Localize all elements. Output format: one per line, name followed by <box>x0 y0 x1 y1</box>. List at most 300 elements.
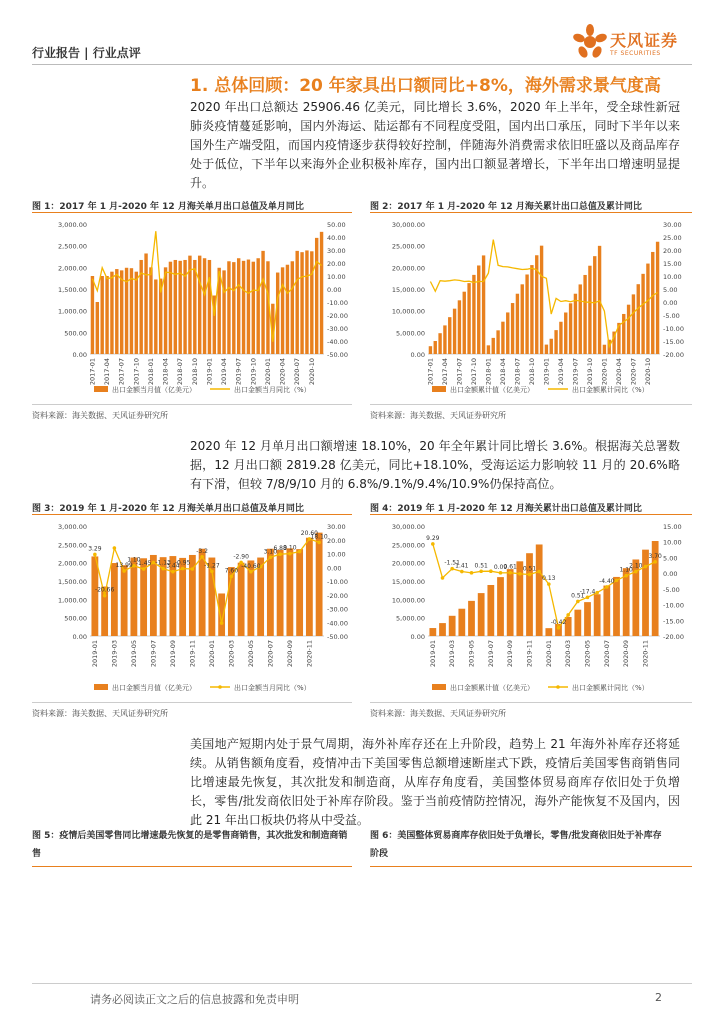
legend-line-marker <box>556 685 560 689</box>
bar <box>463 292 466 354</box>
line-point <box>441 576 445 580</box>
bar <box>627 305 630 354</box>
bar <box>227 261 230 354</box>
bar <box>439 623 446 636</box>
y-right-tick-label: -10.00 <box>663 325 684 333</box>
bar <box>656 242 659 354</box>
figure-3-chart <box>32 518 352 700</box>
line-series <box>433 544 655 628</box>
line-point <box>499 571 503 575</box>
line-point <box>181 567 185 571</box>
bar <box>222 270 225 354</box>
y-left-tick-label: 1,000.00 <box>58 307 87 316</box>
bar <box>135 272 138 354</box>
bar <box>144 253 147 354</box>
x-tick-label: 2017-01 <box>426 358 435 386</box>
bar <box>642 550 649 636</box>
bar <box>594 594 601 636</box>
x-tick-label: 2019-05 <box>467 640 476 668</box>
line-point <box>113 546 117 550</box>
bar <box>449 616 456 636</box>
bar <box>453 309 456 354</box>
legend-line-label: 出口金额当月同比（%） <box>234 386 311 394</box>
y-right-tick-label: -10.00 <box>327 578 348 586</box>
line-point <box>528 573 532 577</box>
bar <box>429 346 432 354</box>
x-tick-label: 2019-10 <box>585 358 594 386</box>
x-tick-label: 2020-07 <box>602 640 611 668</box>
figure-2-bottomline <box>370 404 692 405</box>
legend-bar-swatch <box>94 684 108 690</box>
y-right-tick-label: -20.00 <box>327 591 348 600</box>
y-right-tick-label: -15.00 <box>663 338 684 346</box>
bar <box>497 577 504 636</box>
data-label: 9.29 <box>426 534 440 542</box>
footer-disclaimer: 请务必阅读正文之后的信息披露和免责申明 <box>90 993 299 1006</box>
x-tick-label: 2020-01 <box>600 358 609 386</box>
x-tick-label: 2020-04 <box>278 358 287 386</box>
figure-2-source: 资料来源：海关数据、天风证券研究所 <box>370 411 506 420</box>
line-point <box>298 550 302 554</box>
y-right-tick-label: -50.00 <box>327 633 348 641</box>
bar <box>310 251 313 354</box>
line-point <box>142 567 146 571</box>
line-point <box>171 570 175 574</box>
bar <box>501 322 504 354</box>
bar <box>622 314 625 354</box>
bar <box>237 258 240 354</box>
bar <box>554 330 557 354</box>
y-right-tick-label: 20.00 <box>327 260 346 268</box>
bar <box>438 333 441 354</box>
line-point <box>595 591 599 595</box>
x-tick-label: 2020-04 <box>614 358 623 386</box>
x-tick-label: 2020-03 <box>564 640 573 668</box>
x-tick-label: 2019-01 <box>542 358 551 386</box>
x-tick-label: 2020-07 <box>266 640 275 668</box>
bar <box>277 550 284 636</box>
bar <box>238 563 245 636</box>
figure-3-topline <box>32 514 352 515</box>
y-right-tick-label: 0.00 <box>663 570 678 579</box>
line-point <box>644 565 648 569</box>
figure-1-title: 图 1：2017 年 1 月-2020 年 12 月海关单月出口总值及单月同比 <box>32 202 304 212</box>
bar <box>315 238 318 354</box>
line-point <box>288 552 292 556</box>
bar <box>169 262 172 354</box>
bar <box>641 274 644 354</box>
x-tick-label: 2017-07 <box>455 358 464 386</box>
line-point <box>249 570 253 574</box>
figure-4-chart <box>370 518 692 700</box>
bar <box>477 265 480 354</box>
data-label: 1.10 <box>127 556 141 564</box>
data-label: -3.2 <box>196 547 208 555</box>
x-tick-label: 2020-10 <box>307 358 316 386</box>
y-right-tick-label: 50.00 <box>327 221 346 229</box>
chart-3-svg <box>32 518 352 700</box>
y-left-tick-label: 2,500.00 <box>58 242 87 251</box>
line-point <box>191 567 195 571</box>
y-right-tick-label: -40.00 <box>327 619 348 628</box>
page-number: 2 <box>655 991 662 1004</box>
figure-3-bottomline <box>32 702 352 703</box>
line-point <box>653 560 657 564</box>
bar <box>306 538 313 636</box>
line-point <box>103 594 107 598</box>
y-right-tick-label: 5.00 <box>663 554 678 563</box>
bar <box>525 274 528 354</box>
y-right-tick-label: 10.00 <box>663 538 682 547</box>
y-left-tick-label: 500.00 <box>64 614 87 623</box>
bar <box>300 252 303 354</box>
y-left-tick-label: 2,000.00 <box>58 264 87 273</box>
y-left-tick-label: 0.00 <box>72 351 87 359</box>
bar <box>286 548 293 636</box>
x-tick-label: 2020-01 <box>544 640 553 668</box>
y-left-tick-label: 2,500.00 <box>58 541 87 550</box>
bar <box>536 544 543 636</box>
figure-2-topline <box>370 212 692 213</box>
bar <box>281 267 284 354</box>
data-label: -1.45 <box>135 560 152 568</box>
y-right-tick-label: 10.00 <box>327 273 346 281</box>
y-left-tick-label: 15,000.00 <box>391 578 425 586</box>
legend-bar-swatch <box>432 386 446 392</box>
x-tick-label: 2017-04 <box>440 358 449 386</box>
figure-4-title: 图 4：2019 年 1 月-2020 年 12 月海关累计出口总值及累计同比 <box>370 504 642 514</box>
line-point <box>122 569 126 573</box>
bar <box>613 577 620 636</box>
y-right-tick-label: -20.00 <box>663 633 684 641</box>
data-label: 0.51 <box>571 592 585 600</box>
y-right-tick-label: -40.00 <box>327 338 348 346</box>
data-label: -20.66 <box>94 586 115 594</box>
figure-1-topline <box>32 212 352 213</box>
paragraph-3: 美国地产短期内处于景气周期，海外补库存还在上升阶段，趋势上 21 年海外补库存还将延续。从销售额角度看，疫情冲击下美国零售总额增速断崖式下跌，疫情后美国零售商销售同比增速最先恢复，其次批发和制造商，从库存角度看，美国整体贸易商库存依旧处于负增长，零售/批发商依旧处于补库存阶段。鉴于当前疫情防控情况，海外产能恢复不及国内，因此 21 年出口板块仍将从中受益。 <box>190 737 680 827</box>
y-left-tick-label: 500.00 <box>64 329 87 338</box>
y-left-tick-label: 20,000.00 <box>391 264 425 273</box>
bar <box>121 565 128 636</box>
y-right-tick-label: -15.00 <box>663 617 684 626</box>
x-tick-label: 2017-10 <box>469 358 478 386</box>
x-tick-label: 2019-03 <box>110 640 119 668</box>
bar <box>550 339 553 354</box>
line-point <box>605 585 609 589</box>
legend-line-label: 出口金额累计同比（%） <box>572 386 649 394</box>
footer-divider <box>32 983 692 984</box>
y-right-tick-label: 0.00 <box>663 299 678 307</box>
x-tick-label: 2018-01 <box>484 358 493 386</box>
bar <box>540 246 543 354</box>
bar <box>130 558 137 636</box>
x-tick-label: 2020-09 <box>622 640 631 668</box>
bar <box>150 555 157 636</box>
y-right-tick-label: 30.00 <box>663 221 682 229</box>
report-category: 行业报告 | 行业点评 <box>32 46 141 60</box>
x-tick-label: 2020-05 <box>583 640 592 668</box>
data-label: 6.88 <box>273 545 287 553</box>
bar <box>574 610 581 636</box>
bar <box>208 260 211 354</box>
line-point <box>450 567 454 571</box>
y-left-tick-label: 1,500.00 <box>58 578 87 586</box>
figure-4-source: 资料来源：海关数据、天风证券研究所 <box>370 709 506 718</box>
data-label: -1.27 <box>204 562 220 570</box>
data-label: 1.10 <box>619 566 633 574</box>
y-right-tick-label: -20.00 <box>663 351 684 359</box>
legend-line-marker <box>218 685 222 689</box>
x-tick-label: 2020-07 <box>629 358 638 386</box>
bar <box>646 264 649 354</box>
data-label: 2.10 <box>629 562 643 570</box>
x-tick-label: 2018-10 <box>190 358 199 386</box>
bar <box>286 265 289 354</box>
bar <box>149 267 152 354</box>
bar <box>487 345 490 354</box>
data-label: 18.10 <box>310 533 328 541</box>
line-point <box>317 541 321 545</box>
figure-1-bottomline <box>32 404 352 405</box>
data-label: -40.60 <box>241 562 261 570</box>
chart-2-svg <box>370 216 692 402</box>
legend-bar-swatch <box>432 684 446 690</box>
line-point <box>200 555 204 559</box>
x-tick-label: 2017-10 <box>132 358 141 386</box>
data-label: 3.70 <box>648 552 662 560</box>
data-label: 13.99 <box>115 561 133 569</box>
bar <box>496 330 499 354</box>
y-left-tick-label: 30,000.00 <box>391 523 425 531</box>
bar <box>110 272 113 354</box>
x-tick-label: 2017-04 <box>103 358 112 386</box>
y-left-tick-label: 10,000.00 <box>391 596 425 605</box>
bar <box>154 279 157 354</box>
line-point <box>547 582 551 586</box>
y-left-tick-label: 30,000.00 <box>391 221 425 229</box>
data-label: -17.4 <box>579 588 596 596</box>
figure-2-chart <box>370 216 692 402</box>
y-left-tick-label: 0.00 <box>410 633 425 641</box>
bar <box>603 586 610 636</box>
data-label: 0.09 <box>493 563 508 571</box>
x-tick-label: 2019-07 <box>486 640 495 668</box>
x-tick-label: 2019-11 <box>525 640 534 668</box>
bar <box>584 602 591 636</box>
paragraph-2: 2020 年 12 月单月出口额增速 18.10%，20 年全年累计同比增长 3.6%。根据海关总署数据，12 月出口额 2819.28 亿美元，同比+18.10%，受海运运力影响较 11 月的 20.6%略有下滑，但较 7/8/9/10 月的 6.8%/9.1%/9.4%/10.9%仍保持高位。 <box>190 439 680 491</box>
x-tick-label: 2019-09 <box>168 640 177 668</box>
x-tick-label: 2019-01 <box>205 358 214 386</box>
bar <box>242 261 245 354</box>
figure-3-source: 资料来源：海关数据、天风证券研究所 <box>32 709 168 718</box>
bar <box>637 284 640 354</box>
line-point <box>220 621 224 625</box>
bar <box>492 338 495 354</box>
x-tick-label: 2020-05 <box>246 640 255 668</box>
y-right-tick-label: 20.00 <box>663 247 682 255</box>
y-right-tick-label: 30.00 <box>327 523 346 531</box>
line-point <box>634 570 638 574</box>
x-tick-label: 2020-01 <box>207 640 216 668</box>
x-tick-label: 2019-10 <box>249 358 258 386</box>
bar <box>458 609 465 636</box>
bar <box>296 549 303 636</box>
legend-bar-label: 出口金额当月值（亿美元） <box>112 684 196 692</box>
line-point <box>566 613 570 617</box>
y-right-tick-label: 25.00 <box>663 234 682 242</box>
figure-4-topline <box>370 514 692 515</box>
y-right-tick-label: -5.00 <box>663 312 680 320</box>
legend-bar-label: 出口金额当月值（亿美元） <box>112 386 196 394</box>
line-point <box>586 596 590 600</box>
y-right-tick-label: -30.00 <box>327 605 348 614</box>
x-tick-label: 2019-03 <box>448 640 457 668</box>
legend-line-label: 出口金额当月同比（%） <box>234 684 311 692</box>
line-point <box>210 570 214 574</box>
x-tick-label: 2020-03 <box>227 640 236 668</box>
x-tick-label: 2019-04 <box>556 358 565 386</box>
bar <box>598 246 601 354</box>
logo-text-cn: 天风证券 <box>610 31 679 50</box>
y-right-tick-label: 15.00 <box>663 523 682 531</box>
figure-6-topline <box>370 866 692 867</box>
figure-6-title: 图 6：美国整体贸易商库存依旧处于负增长，零售/批发商依旧处于补库存阶段 <box>370 831 662 859</box>
figure-5-topline <box>32 866 352 867</box>
data-label: 20.60 <box>300 529 318 537</box>
bar <box>115 269 118 354</box>
y-right-tick-label: -10.00 <box>327 299 348 307</box>
line-point <box>230 575 234 579</box>
bar <box>91 556 98 636</box>
x-tick-label: 2020-11 <box>305 640 314 668</box>
x-tick-label: 2019-07 <box>149 640 158 668</box>
x-tick-label: 2018-04 <box>161 358 170 386</box>
x-tick-label: 2019-01 <box>90 640 99 668</box>
x-tick-label: 2020-01 <box>263 358 272 386</box>
legend-line-label: 出口金额累计同比（%） <box>572 684 649 692</box>
bar <box>603 345 606 354</box>
bar <box>623 568 630 636</box>
x-tick-label: 2018-07 <box>513 358 522 386</box>
bar <box>164 267 167 354</box>
y-left-tick-label: 0.00 <box>72 633 87 641</box>
x-tick-label: 2018-07 <box>176 358 185 386</box>
x-tick-label: 2020-10 <box>643 358 652 386</box>
bar <box>91 276 94 354</box>
data-label: -2.90 <box>233 553 249 561</box>
bar <box>583 275 586 354</box>
bar <box>232 262 235 354</box>
data-label: -0.95 <box>174 559 191 567</box>
bar <box>96 302 99 354</box>
y-left-tick-label: 25,000.00 <box>391 242 425 251</box>
bar <box>291 261 294 354</box>
figure-1-chart <box>32 216 352 402</box>
line-point <box>615 579 619 583</box>
bar <box>443 325 446 354</box>
x-tick-label: 2017-01 <box>88 358 97 386</box>
line-point <box>278 552 282 556</box>
line-point <box>508 571 512 575</box>
y-left-tick-label: 1,500.00 <box>58 286 87 294</box>
bar <box>516 294 519 354</box>
y-right-tick-label: 30.00 <box>327 247 346 255</box>
y-right-tick-label: 0.00 <box>327 286 342 294</box>
bar <box>448 317 451 354</box>
data-label: 3.29 <box>88 545 102 553</box>
bar <box>506 312 509 354</box>
y-right-tick-label: -5.00 <box>663 585 680 594</box>
y-left-tick-label: 15,000.00 <box>391 286 425 294</box>
bar <box>478 593 485 636</box>
line-point <box>161 567 165 571</box>
data-label: 1.41 <box>455 562 469 570</box>
x-tick-label: 2020-11 <box>641 640 650 668</box>
bar <box>120 270 123 354</box>
bar <box>593 256 596 354</box>
y-left-tick-label: 0.00 <box>410 351 425 359</box>
bar <box>521 284 524 354</box>
legend-bar-swatch <box>94 386 108 392</box>
bar <box>198 256 201 354</box>
bar <box>468 601 475 636</box>
bar <box>559 322 562 354</box>
y-left-tick-label: 25,000.00 <box>391 541 425 550</box>
figure-4-bottomline <box>370 702 692 703</box>
bar <box>574 294 577 354</box>
figure-3-title: 图 3：2019 年 1 月-2020 年 12 月海关单月出口总值及单月同比 <box>32 504 304 514</box>
bar <box>467 283 470 354</box>
bar <box>316 533 323 636</box>
y-right-tick-label: -10.00 <box>663 601 684 610</box>
x-tick-label: 2019-09 <box>506 640 515 668</box>
bar <box>487 585 494 636</box>
x-tick-label: 2019-11 <box>188 640 197 668</box>
bar <box>193 260 196 354</box>
data-label: 7.60 <box>224 567 239 575</box>
x-tick-label: 2019-07 <box>234 358 243 386</box>
y-right-tick-label: -50.00 <box>327 351 348 359</box>
x-tick-label: 2017-07 <box>117 358 126 386</box>
figure-2-title: 图 2：2017 年 1 月-2020 年 12 月海关累计出口总值及累计同比 <box>370 202 642 212</box>
x-tick-label: 2020-07 <box>293 358 302 386</box>
legend-bar-label: 出口金额累计值（亿美元） <box>450 386 534 394</box>
bar <box>472 275 475 354</box>
line-point <box>557 626 561 630</box>
y-right-tick-label: -30.00 <box>327 325 348 333</box>
bar <box>434 341 437 354</box>
line-point <box>576 600 580 604</box>
y-right-tick-label: 20.00 <box>327 536 346 545</box>
bar <box>632 294 635 354</box>
bar <box>267 549 274 636</box>
line-point <box>479 569 483 573</box>
y-left-tick-label: 20,000.00 <box>391 559 425 568</box>
y-left-tick-label: 3,000.00 <box>58 523 87 531</box>
data-label: 0.61 <box>503 563 517 571</box>
bar <box>564 312 567 354</box>
bar <box>178 261 181 354</box>
bar <box>130 268 133 354</box>
bar <box>252 262 255 354</box>
bar <box>511 303 514 354</box>
bar <box>458 300 461 354</box>
bar <box>256 258 259 354</box>
flower-logo-icon <box>570 22 610 66</box>
line-point <box>537 570 541 574</box>
bar <box>507 569 514 636</box>
legend-bar-label: 出口金额累计值（亿美元） <box>450 684 534 692</box>
